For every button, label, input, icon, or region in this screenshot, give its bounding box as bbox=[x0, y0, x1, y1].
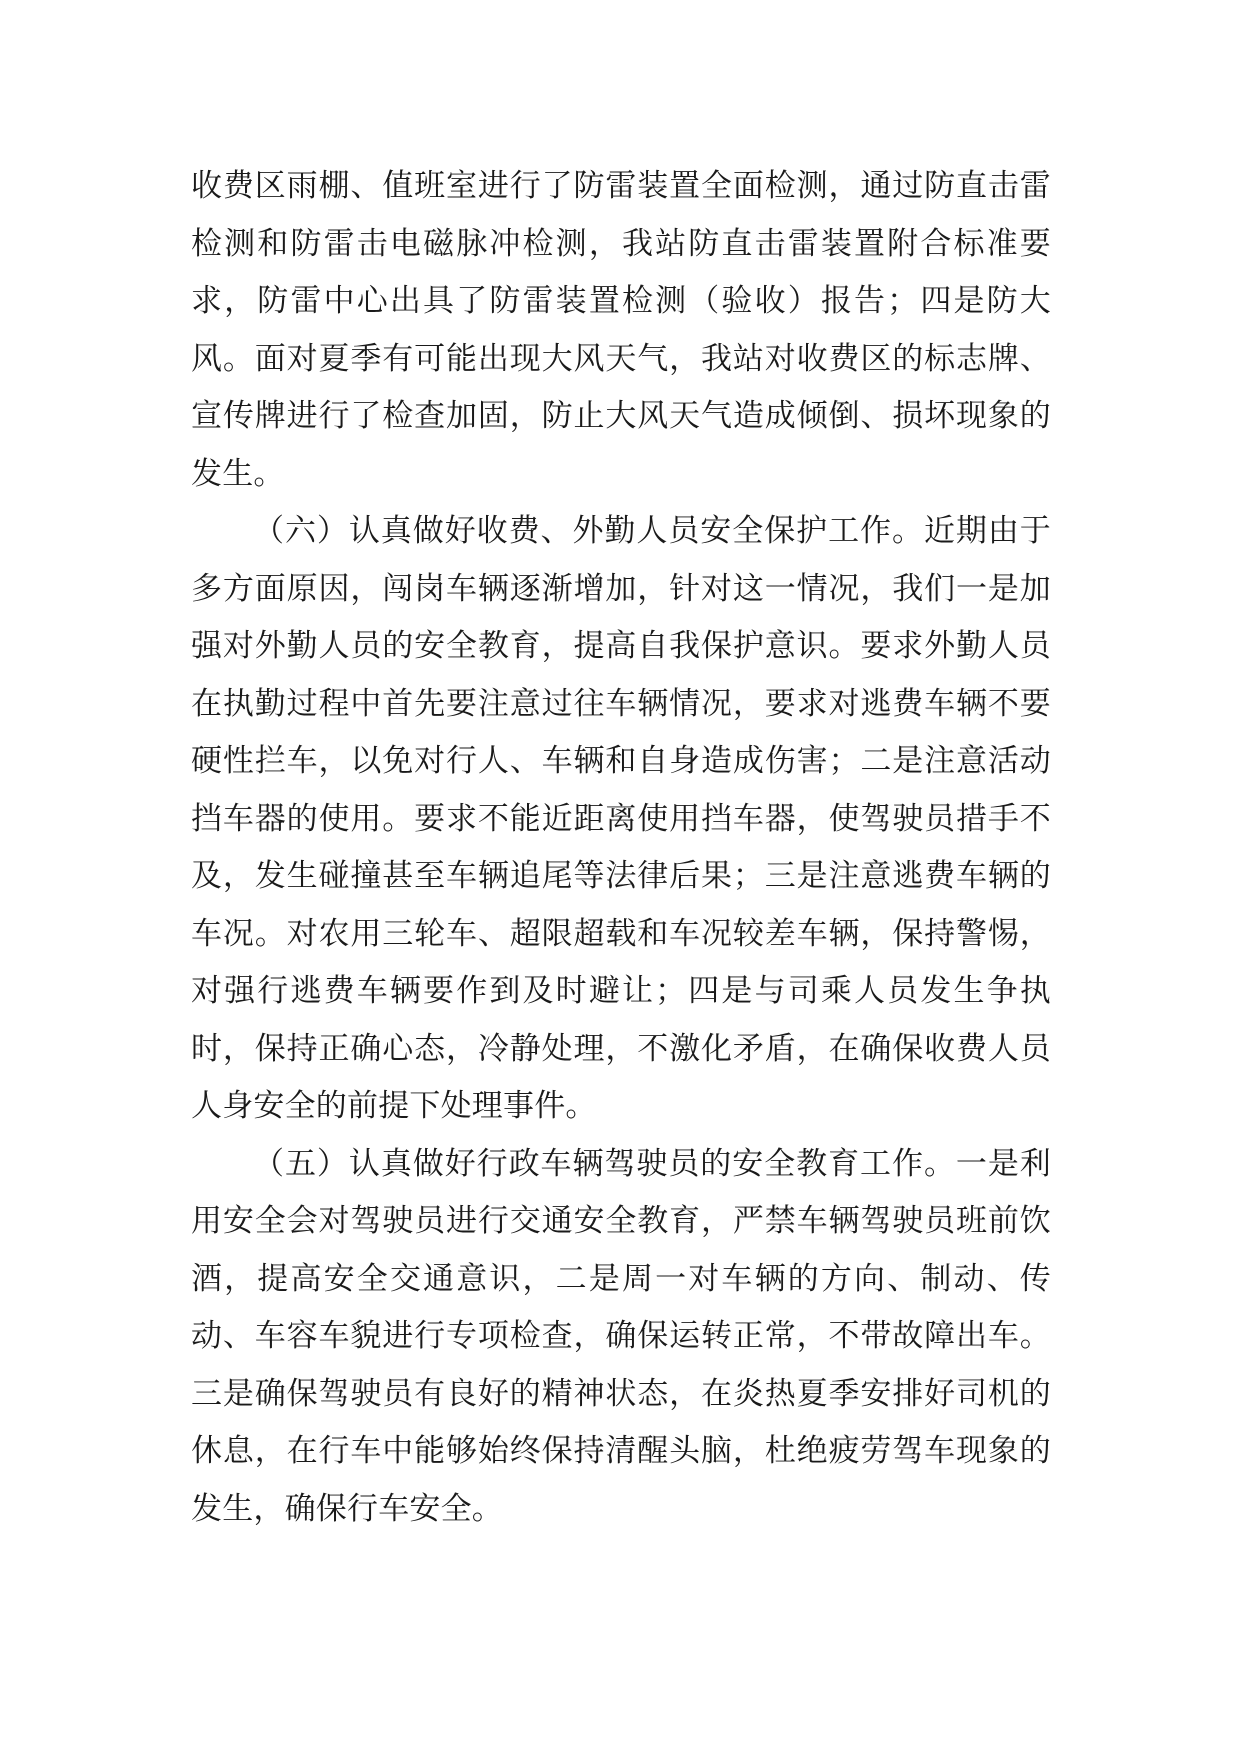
document-body bbox=[191, 158, 1051, 1538]
paragraph-section-five: （五）认真做好行政车辆驾驶员的安全教育工作。一是利用安全会对驾驶员进行交通安全教育，严禁车辆驾驶员班前饮酒，提高安全交通意识，二是周一对车辆的方向、制动、传动、车容车貌进行专项检查，确保运转正常，不带故障出车。三是确保驾驶员有良好的精神状态，在炎热夏季安排好司机的休息，在行车中能够始终保持清醒头脑，杜绝疲劳驾车现象的发生，确保行车安全。 bbox=[191, 1145, 1051, 1527]
paragraph-section-six: （六）认真做好收费、外勤人员安全保护工作。近期由于多方面原因，闯岗车辆逐渐增加，针对这一情况，我们一是加强对外勤人员的安全教育，提高自我保护意识。要求外勤人员在执勤过程中首先要注意过往车辆情况，要求对逃费车辆不要硬性拦车，以免对行人、车辆和自身造成伤害；二是注意活动挡车器的使用。要求不能近距离使用挡车器，使驾驶员措手不及，发生碰撞甚至车辆追尾等法律后果；三是注意逃费车辆的车况。对农用三轮车、超限超载和车况较差车辆，保持警惕，对强行逃费车辆要作到及时避让；四是与司乘人员发生争执时，保持正确心态，冷静处理，不激化矛盾，在确保收费人员人身安全的前提下处理事件。 bbox=[191, 513, 1051, 1124]
paragraph-lightning-wind: 收费区雨棚、值班室进行了防雷装置全面检测，通过防直击雷检测和防雷击电磁脉冲检测，我站防直击雷装置附合标准要求，防雷中心出具了防雷装置检测（验收）报告；四是防大风。面对夏季有可能出现大风天气，我站对收费区的标志牌、宣传牌进行了检查加固，防止大风天气造成倾倒、损坏现象的发生。 bbox=[191, 168, 1051, 492]
